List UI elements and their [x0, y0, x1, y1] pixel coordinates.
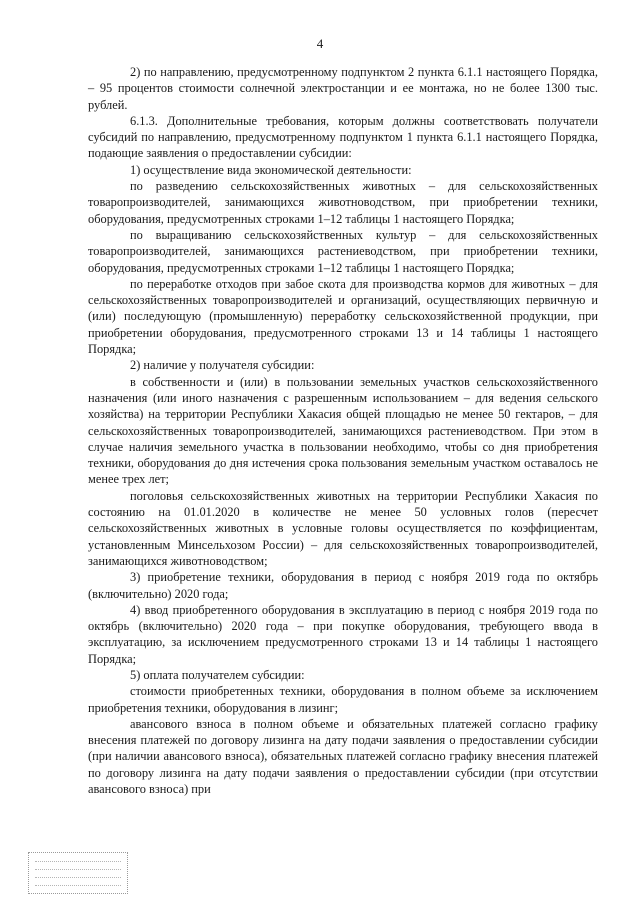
paragraph: по разведению сельскохозяйственных животных – для сельскохозяйственных товаропроизводителей, занимающихся животноводством, при приобретении техники, оборудования, предусмотренных строками 1–12 таблицы 1 настоящего Порядка;: [88, 179, 598, 226]
paragraph: в собственности и (или) в пользовании земельных участков сельскохозяйственного назначения (или иного назначения с разрешенным использованием – для ведения сельского хозяйства) на территории Республики Хакасия общей площадью не менее 50 гектаров, – для сельскохозяйственных товаропроизводителей, занимающихся растениеводством. При этом в случае наличия земельного участка в пользовании необходимо, чтобы со дня приобретения техники, оборудования до дня истечения срока пользования земельным участком оставалось не менее трех лет;: [88, 374, 598, 487]
paragraph: поголовья сельскохозяйственных животных на территории Республики Хакасия по состоянию на 01.01.2020 в количестве не менее 50 условных голов (пересчет сельскохозяйственных животных в условные головы осуществляется по коэффициентам, установленным Минсельхозом России) – для сельскохозяйственных товаропроизводителей, занимающихся животноводством;: [88, 488, 598, 568]
paragraph: стоимости приобретенных техники, оборудования в полном объеме за исключением приобретения техники, оборудования в лизинг;: [88, 684, 598, 715]
page-number: 4: [316, 36, 324, 51]
paragraph: 2) наличие у получателя субсидии:: [130, 358, 315, 373]
paragraph: авансового взноса в полном объеме и обязательных платежей согласно графику внесения платежей по договору лизинга на дату подачи заявления о предоставлении субсидии (при наличии авансового взноса), обязательных платежей согласно графику внесения платежей по договору лизинга на дату подачи заявления о предоставлении субсидии (при отсутствии авансового взноса) при: [88, 716, 598, 797]
document-body: [88, 64, 598, 797]
paragraph: 4) ввод приобретенного оборудования в эксплуатацию в период с ноября 2019 года по октябрь (включительно) 2020 года – при покупке оборудования, требующего ввода в эксплуатацию, за исключением предусмотренного строками 13 и 14 таблицы 1 настоящего Порядка;: [88, 602, 598, 666]
paragraph: 2) по направлению, предусмотренному подпунктом 2 пункта 6.1.1 настоящего Порядка, – 95 процентов стоимости солнечной электростанции и ее монтажа, но не более 1300 тыс. рублей.: [88, 65, 598, 112]
paragraph: 1) осуществление вида экономической деятельности:: [130, 162, 412, 177]
paragraph: 6.1.3. Дополнительные требования, которым должны соответствовать получатели субсидий по направлению, предусмотренному подпунктом 1 пункта 6.1.1 настоящего Порядка, подающие заявления о предоставлении субсидии:: [88, 113, 598, 161]
paragraph: 3) приобретение техники, оборудования в период с ноября 2019 года по октябрь (включительно) 2020 года;: [88, 570, 598, 601]
paragraph: 5) оплата получателем субсидии:: [130, 667, 305, 682]
paragraph: по переработке отходов при забое скота для производства кормов для животных – для сельскохозяйственных товаропроизводителей и организаций, осуществляющих первичную и (или) последующую (промышленную) переработку сельскохозяйственной продукции, при приобретении оборудования, предусмотренного строками 13 и 14 таблицы 1 настоящего Порядка;: [88, 276, 598, 357]
paragraph: по выращиванию сельскохозяйственных культур – для сельскохозяйственных товаропроизводителей, занимающихся растениеводством, при приобретении техники, оборудования, предусмотренных строками 1–12 таблицы 1 настоящего Порядка;: [88, 227, 598, 275]
registration-stamp: [28, 852, 128, 894]
